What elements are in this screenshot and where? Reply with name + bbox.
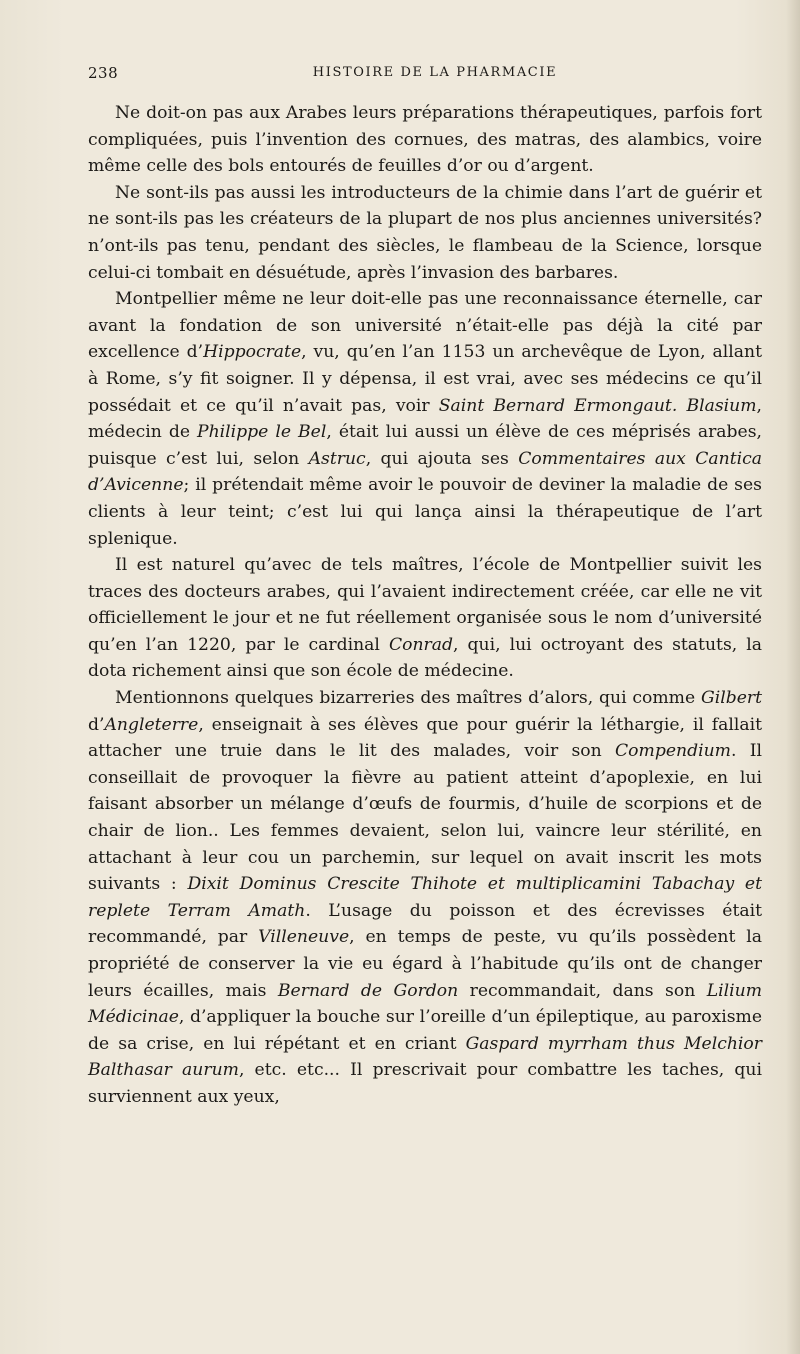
italic-text: Bernard de Gordon — [277, 980, 459, 1001]
italic-text: Compendium — [615, 741, 731, 762]
text-run: Ne doit-on pas aux Arabes leurs préparations thérapeutiques, parfois fort compliquées, puis l’invention des cornues, des matras, des alambics, voire même celle des bols entourés de feuilles d’or ou d’argent. — [88, 103, 762, 177]
text-run: ; il prétendait même avoir le pouvoir de deviner la maladie de ses clients à leur teint; c’est lui qui lança ainsi la thérapeutique de l’art splenique. — [88, 475, 762, 549]
italic-text: Dixit Dominus Crescite Thihote et multiplicamini Tabachay et replete Terram Amath — [88, 874, 763, 921]
italic-text: Philippe le Bel — [197, 422, 327, 443]
italic-text: Gilbert — [700, 688, 762, 709]
text-run: Mentionnons quelques bizarreries des maîtres d’alors, qui comme — [115, 688, 701, 709]
text-run: Montpellier même ne leur doit-elle pas une reconnaissance éternelle, car avant la fondation de son université n’était-elle pas déjà la cité par excellence d’ — [88, 289, 762, 363]
text-run: Il est naturel qu’avec de tels maîtres, l’école de Montpellier suivit les traces des docteurs arabes, qui l’avaient indirectement créée, car elle ne vit officiellement le jour et ne fut réellement organisée sous le nom d’université qu’en l’an 1220, par le cardinal — [88, 555, 762, 655]
text-run: , médecin de — [88, 395, 762, 443]
text-run: , enseignait à ses élèves que pour guérir la léthargie, il fallait attacher une truie dans le lit des malades, voir son — [88, 714, 762, 762]
italic-text: Gaspard myrrham thus Melchior Balthasar aurum — [88, 1033, 762, 1081]
text-run: d’ — [88, 714, 105, 735]
text-run: . L’usage du poisson et des écrevisses était recommandé, par — [88, 900, 762, 948]
italic-text: Hippocrate — [203, 342, 302, 363]
paragraph — [88, 286, 762, 552]
paragraph — [88, 100, 762, 180]
italic-text: Villeneuve — [258, 927, 350, 948]
text-run: recommandait, dans son — [458, 980, 707, 1001]
paragraph — [88, 552, 762, 685]
page-number: 238 — [88, 64, 119, 82]
text-run: . Il conseillait de provoquer la fièvre au patient atteint d’apoplexie, en lui faisant absorber un mélange d’œufs de fourmis, d’huile de scorpions et de chair de lion.. Les femmes devaient, selon lui, vaincre leur stérilité, en attachant à leur cou un parchemin, sur lequel on avait inscrit les mots suivants : — [88, 741, 763, 895]
text-run: , en temps de peste, vu qu’ils possèdent la propriété de conserver la vie eu égard à l’habitude qu’ils ont de changer leurs écailles, mais — [88, 927, 762, 1001]
italic-text: Astruc — [308, 448, 366, 469]
running-title: HISTOIRE DE LA PHARMACIE — [312, 65, 558, 80]
text-run: , qui ajouta ses — [365, 448, 519, 469]
text-run: , etc. etc... Il prescrivait pour combattre les taches, qui surviennent aux yeux, — [88, 1060, 762, 1107]
text-run: , vu, qu’en l’an 1153 un archevêque de Lyon, allant à Rome, s’y fit soigner. Il y dépensa, il est vrai, avec ses médecins ce qu’il possédait et ce qu’il n’avait pas, voir — [88, 342, 763, 416]
page-edge-shadow — [786, 0, 800, 1354]
text-run: , qui, lui octroyant des statuts, la dota richement ainsi que son école de médecine. — [88, 634, 762, 682]
paragraph — [88, 685, 762, 1111]
italic-text: Lilium Médicinae — [88, 980, 762, 1028]
text-run: , était lui aussi un élève de ces méprisés arabes, puisque c’est lui, selon — [88, 422, 762, 469]
page-header — [88, 64, 762, 84]
italic-text: Angleterre — [104, 714, 199, 735]
italic-text: Conrad — [388, 634, 454, 655]
italic-text: Saint Bernard Ermongaut. Blasium — [438, 395, 757, 416]
text-run: Ne sont-ils pas aussi les introducteurs de la chimie dans l’art de guérir et ne sont-ils pas les créateurs de la plupart de nos plus anciennes universités? n’ont-ils pas tenu, pendant des siècles, le flambeau de la Science, lorsque celui-ci tombait en désuétude, après l’invasion des barbares. — [88, 182, 762, 283]
italic-text: Commentaires aux Cantica d’Avicenne — [88, 448, 762, 496]
body-text — [88, 100, 762, 1111]
text-run: , d’appliquer la bouche sur l’oreille d’un épileptique, au paroxisme de sa crise, en lui répétant et en criant — [88, 1007, 762, 1054]
paragraph — [88, 180, 762, 286]
